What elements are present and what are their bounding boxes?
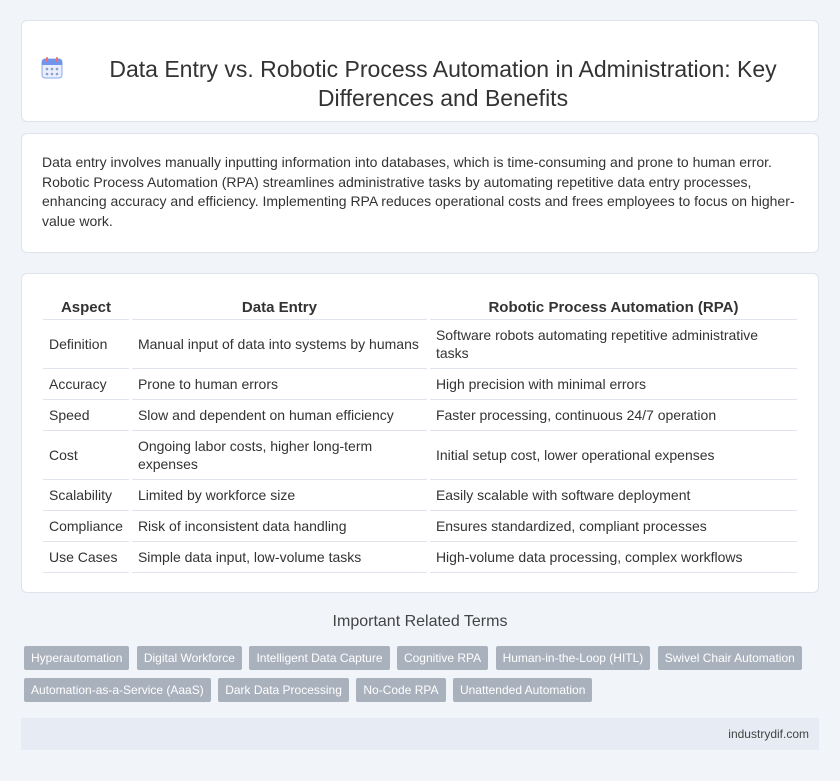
page-title: Data Entry vs. Robotic Process Automation in Administration: Key Differences and Benefits — [109, 55, 777, 111]
tag-digital-workforce[interactable]: Digital Workforce — [137, 646, 242, 670]
header-data-entry: Data Entry — [132, 295, 427, 320]
row-rpa: Easily scalable with software deployment — [430, 480, 797, 511]
tag-automation-as-a-service[interactable]: Automation-as-a-Service (AaaS) — [24, 678, 211, 702]
row-rpa: Faster processing, continuous 24/7 operation — [430, 400, 797, 431]
tag-swivel-chair-automation[interactable]: Swivel Chair Automation — [658, 646, 802, 670]
row-data-entry: Slow and dependent on human efficiency — [132, 400, 427, 431]
row-aspect: Accuracy — [43, 369, 129, 400]
table-row — [43, 542, 797, 573]
row-rpa: High precision with minimal errors — [430, 369, 797, 400]
row-data-entry: Risk of inconsistent data handling — [132, 511, 427, 542]
tag-dark-data-processing[interactable]: Dark Data Processing — [218, 678, 349, 702]
tag-no-code-rpa[interactable]: No-Code RPA — [356, 678, 445, 702]
table-row — [43, 400, 797, 431]
table-row — [43, 480, 797, 511]
footer — [21, 718, 819, 750]
header-aspect: Aspect — [43, 295, 129, 320]
row-aspect: Speed — [43, 400, 129, 431]
related-terms-tags — [24, 646, 824, 710]
row-data-entry: Prone to human errors — [132, 369, 427, 400]
table-row — [43, 369, 797, 400]
comparison-card — [21, 273, 819, 593]
table-row — [43, 511, 797, 542]
table-header-row — [43, 295, 797, 320]
tag-hyperautomation[interactable]: Hyperautomation — [24, 646, 129, 670]
row-aspect: Compliance — [43, 511, 129, 542]
row-data-entry: Manual input of data into systems by humans — [132, 320, 427, 369]
row-rpa: High-volume data processing, complex workflows — [430, 542, 797, 573]
table-row — [43, 431, 797, 480]
table-row — [43, 320, 797, 369]
intro-text: Data entry involves manually inputting information into databases, which is time-consuming and prone to human error. Robotic Process Automation (RPA) streamlines administrative tasks by automating repetitive data entry processes, enhancing accuracy and efficiency. Implementing RPA reduces operational costs and frees employees to focus on higher-value work. — [42, 154, 795, 229]
row-data-entry: Limited by workforce size — [132, 480, 427, 511]
header-card — [21, 20, 819, 122]
header-inner — [40, 30, 800, 113]
row-aspect: Use Cases — [43, 542, 129, 573]
tag-cognitive-rpa[interactable]: Cognitive RPA — [397, 646, 488, 670]
calendar-icon — [40, 56, 64, 80]
row-data-entry: Simple data input, low-volume tasks — [132, 542, 427, 573]
row-aspect: Cost — [43, 431, 129, 480]
tag-unattended-automation[interactable]: Unattended Automation — [453, 678, 592, 702]
row-rpa: Initial setup cost, lower operational expenses — [430, 431, 797, 480]
row-data-entry: Ongoing labor costs, higher long-term expenses — [132, 431, 427, 480]
tag-intelligent-data-capture[interactable]: Intelligent Data Capture — [249, 646, 389, 670]
row-rpa: Ensures standardized, compliant processes — [430, 511, 797, 542]
intro-card — [21, 133, 819, 253]
row-aspect: Scalability — [43, 480, 129, 511]
footer-site-link[interactable]: industrydif.com — [728, 727, 809, 741]
row-rpa: Software robots automating repetitive administrative tasks — [430, 320, 797, 369]
row-aspect: Definition — [43, 320, 129, 369]
comparison-table — [40, 295, 800, 573]
header-rpa: Robotic Process Automation (RPA) — [430, 295, 797, 320]
related-terms-title: Important Related Terms — [332, 613, 508, 630]
tag-human-in-the-loop[interactable]: Human-in-the-Loop (HITL) — [496, 646, 651, 670]
